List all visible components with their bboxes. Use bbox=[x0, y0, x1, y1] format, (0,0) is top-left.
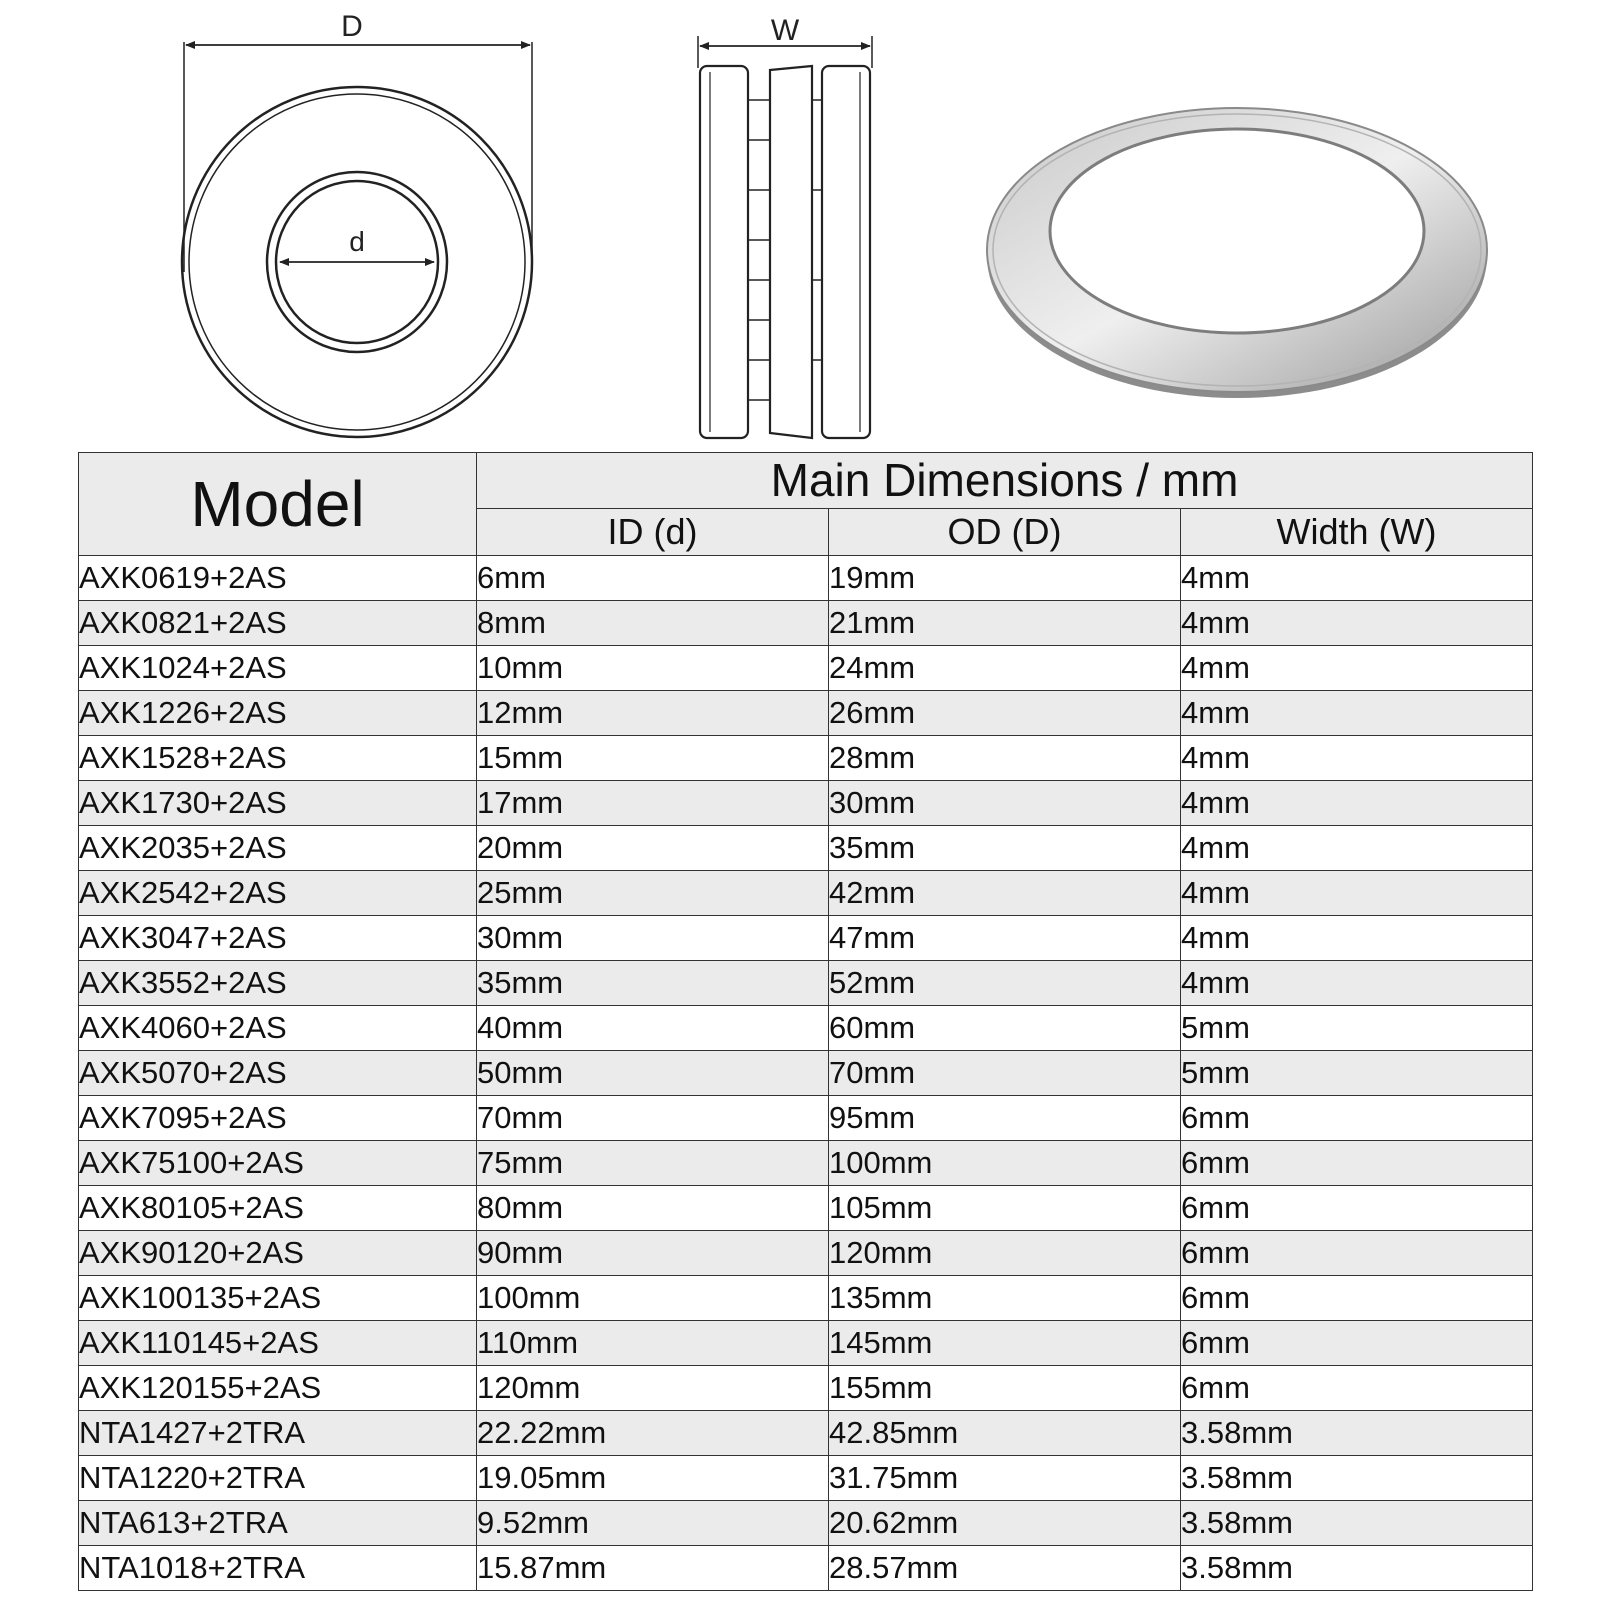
id-cell: 12mm bbox=[477, 691, 829, 736]
model-cell: AXK80105+2AS bbox=[79, 1186, 477, 1231]
width-cell: 5mm bbox=[1181, 1051, 1533, 1096]
outer-diameter-label: D bbox=[341, 10, 363, 43]
id-cell: 30mm bbox=[477, 916, 829, 961]
od-cell: 145mm bbox=[829, 1321, 1181, 1366]
table-row bbox=[79, 1456, 1533, 1501]
od-cell: 135mm bbox=[829, 1276, 1181, 1321]
table-row bbox=[79, 1276, 1533, 1321]
washer-photo bbox=[987, 108, 1487, 398]
od-cell: 35mm bbox=[829, 826, 1181, 871]
od-cell: 28mm bbox=[829, 736, 1181, 781]
table-row bbox=[79, 1006, 1533, 1051]
width-cell: 6mm bbox=[1181, 1366, 1533, 1411]
width-column-header: Width (W) bbox=[1181, 508, 1533, 555]
width-cell: 4mm bbox=[1181, 556, 1533, 601]
model-cell: AXK75100+2AS bbox=[79, 1141, 477, 1186]
id-cell: 100mm bbox=[477, 1276, 829, 1321]
id-cell: 35mm bbox=[477, 961, 829, 1006]
width-cell: 6mm bbox=[1181, 1141, 1533, 1186]
model-column-header: Model bbox=[79, 453, 477, 556]
model-cell: NTA1427+2TRA bbox=[79, 1411, 477, 1456]
width-cell: 4mm bbox=[1181, 961, 1533, 1006]
width-cell: 4mm bbox=[1181, 601, 1533, 646]
id-cell: 10mm bbox=[477, 646, 829, 691]
id-cell: 19.05mm bbox=[477, 1456, 829, 1501]
id-cell: 17mm bbox=[477, 781, 829, 826]
od-cell: 26mm bbox=[829, 691, 1181, 736]
od-column-header: OD (D) bbox=[829, 508, 1181, 555]
dimensions-table bbox=[78, 452, 1533, 1591]
table-row bbox=[79, 871, 1533, 916]
od-cell: 95mm bbox=[829, 1096, 1181, 1141]
table-row bbox=[79, 601, 1533, 646]
model-cell: AXK7095+2AS bbox=[79, 1096, 477, 1141]
model-cell: AXK1528+2AS bbox=[79, 736, 477, 781]
model-cell: NTA613+2TRA bbox=[79, 1501, 477, 1546]
width-cell: 3.58mm bbox=[1181, 1546, 1533, 1591]
id-cell: 110mm bbox=[477, 1321, 829, 1366]
width-cell: 4mm bbox=[1181, 781, 1533, 826]
od-cell: 42mm bbox=[829, 871, 1181, 916]
width-cell: 4mm bbox=[1181, 691, 1533, 736]
table-row bbox=[79, 1186, 1533, 1231]
od-cell: 30mm bbox=[829, 781, 1181, 826]
table-row bbox=[79, 781, 1533, 826]
od-cell: 19mm bbox=[829, 556, 1181, 601]
id-cell: 120mm bbox=[477, 1366, 829, 1411]
id-cell: 75mm bbox=[477, 1141, 829, 1186]
table-header bbox=[79, 453, 1533, 556]
od-cell: 120mm bbox=[829, 1231, 1181, 1276]
id-cell: 80mm bbox=[477, 1186, 829, 1231]
width-cell: 4mm bbox=[1181, 826, 1533, 871]
model-cell: NTA1018+2TRA bbox=[79, 1546, 477, 1591]
model-cell: AXK3047+2AS bbox=[79, 916, 477, 961]
width-cell: 3.58mm bbox=[1181, 1501, 1533, 1546]
od-cell: 28.57mm bbox=[829, 1546, 1181, 1591]
model-cell: AXK0619+2AS bbox=[79, 556, 477, 601]
table-row bbox=[79, 826, 1533, 871]
table-row bbox=[79, 1411, 1533, 1456]
model-cell: AXK110145+2AS bbox=[79, 1321, 477, 1366]
id-column-header: ID (d) bbox=[477, 508, 829, 555]
id-cell: 25mm bbox=[477, 871, 829, 916]
id-cell: 8mm bbox=[477, 601, 829, 646]
table-row bbox=[79, 556, 1533, 601]
model-cell: AXK0821+2AS bbox=[79, 601, 477, 646]
width-cell: 4mm bbox=[1181, 646, 1533, 691]
side-view-drawing bbox=[698, 36, 872, 438]
od-cell: 47mm bbox=[829, 916, 1181, 961]
od-cell: 60mm bbox=[829, 1006, 1181, 1051]
table-row bbox=[79, 736, 1533, 781]
id-cell: 9.52mm bbox=[477, 1501, 829, 1546]
id-cell: 90mm bbox=[477, 1231, 829, 1276]
width-cell: 4mm bbox=[1181, 736, 1533, 781]
id-cell: 50mm bbox=[477, 1051, 829, 1096]
table-row bbox=[79, 916, 1533, 961]
model-cell: AXK2542+2AS bbox=[79, 871, 477, 916]
model-cell: AXK3552+2AS bbox=[79, 961, 477, 1006]
model-cell: AXK120155+2AS bbox=[79, 1366, 477, 1411]
id-cell: 20mm bbox=[477, 826, 829, 871]
width-label: W bbox=[770, 14, 800, 47]
id-cell: 70mm bbox=[477, 1096, 829, 1141]
od-cell: 52mm bbox=[829, 961, 1181, 1006]
model-cell: AXK100135+2AS bbox=[79, 1276, 477, 1321]
table-row bbox=[79, 646, 1533, 691]
table-row bbox=[79, 1501, 1533, 1546]
table-row bbox=[79, 1096, 1533, 1141]
id-cell: 6mm bbox=[477, 556, 829, 601]
model-cell: AXK1226+2AS bbox=[79, 691, 477, 736]
model-cell: AXK5070+2AS bbox=[79, 1051, 477, 1096]
model-cell: NTA1220+2TRA bbox=[79, 1456, 477, 1501]
id-cell: 40mm bbox=[477, 1006, 829, 1051]
od-cell: 31.75mm bbox=[829, 1456, 1181, 1501]
od-cell: 24mm bbox=[829, 646, 1181, 691]
table-row bbox=[79, 691, 1533, 736]
bearing-diagrams bbox=[0, 0, 1600, 450]
width-cell: 3.58mm bbox=[1181, 1456, 1533, 1501]
model-cell: AXK1024+2AS bbox=[79, 646, 477, 691]
width-cell: 6mm bbox=[1181, 1276, 1533, 1321]
table-row bbox=[79, 1051, 1533, 1096]
width-cell: 6mm bbox=[1181, 1231, 1533, 1276]
od-cell: 21mm bbox=[829, 601, 1181, 646]
od-cell: 155mm bbox=[829, 1366, 1181, 1411]
width-cell: 4mm bbox=[1181, 871, 1533, 916]
table-row bbox=[79, 1546, 1533, 1591]
width-cell: 3.58mm bbox=[1181, 1411, 1533, 1456]
table-row bbox=[79, 1141, 1533, 1186]
model-cell: AXK1730+2AS bbox=[79, 781, 477, 826]
model-cell: AXK4060+2AS bbox=[79, 1006, 477, 1051]
od-cell: 100mm bbox=[829, 1141, 1181, 1186]
width-cell: 6mm bbox=[1181, 1186, 1533, 1231]
width-cell: 5mm bbox=[1181, 1006, 1533, 1051]
table-row bbox=[79, 1231, 1533, 1276]
main-dimensions-header: Main Dimensions / mm bbox=[477, 453, 1533, 509]
od-cell: 20.62mm bbox=[829, 1501, 1181, 1546]
table-body bbox=[79, 556, 1533, 1591]
od-cell: 42.85mm bbox=[829, 1411, 1181, 1456]
inner-diameter-label: d bbox=[349, 226, 365, 257]
table-row bbox=[79, 961, 1533, 1006]
id-cell: 22.22mm bbox=[477, 1411, 829, 1456]
id-cell: 15mm bbox=[477, 736, 829, 781]
width-cell: 4mm bbox=[1181, 916, 1533, 961]
od-cell: 105mm bbox=[829, 1186, 1181, 1231]
id-cell: 15.87mm bbox=[477, 1546, 829, 1591]
table-row bbox=[79, 1366, 1533, 1411]
width-cell: 6mm bbox=[1181, 1096, 1533, 1141]
width-cell: 6mm bbox=[1181, 1321, 1533, 1366]
od-cell: 70mm bbox=[829, 1051, 1181, 1096]
model-cell: AXK90120+2AS bbox=[79, 1231, 477, 1276]
table-row bbox=[79, 1321, 1533, 1366]
model-cell: AXK2035+2AS bbox=[79, 826, 477, 871]
